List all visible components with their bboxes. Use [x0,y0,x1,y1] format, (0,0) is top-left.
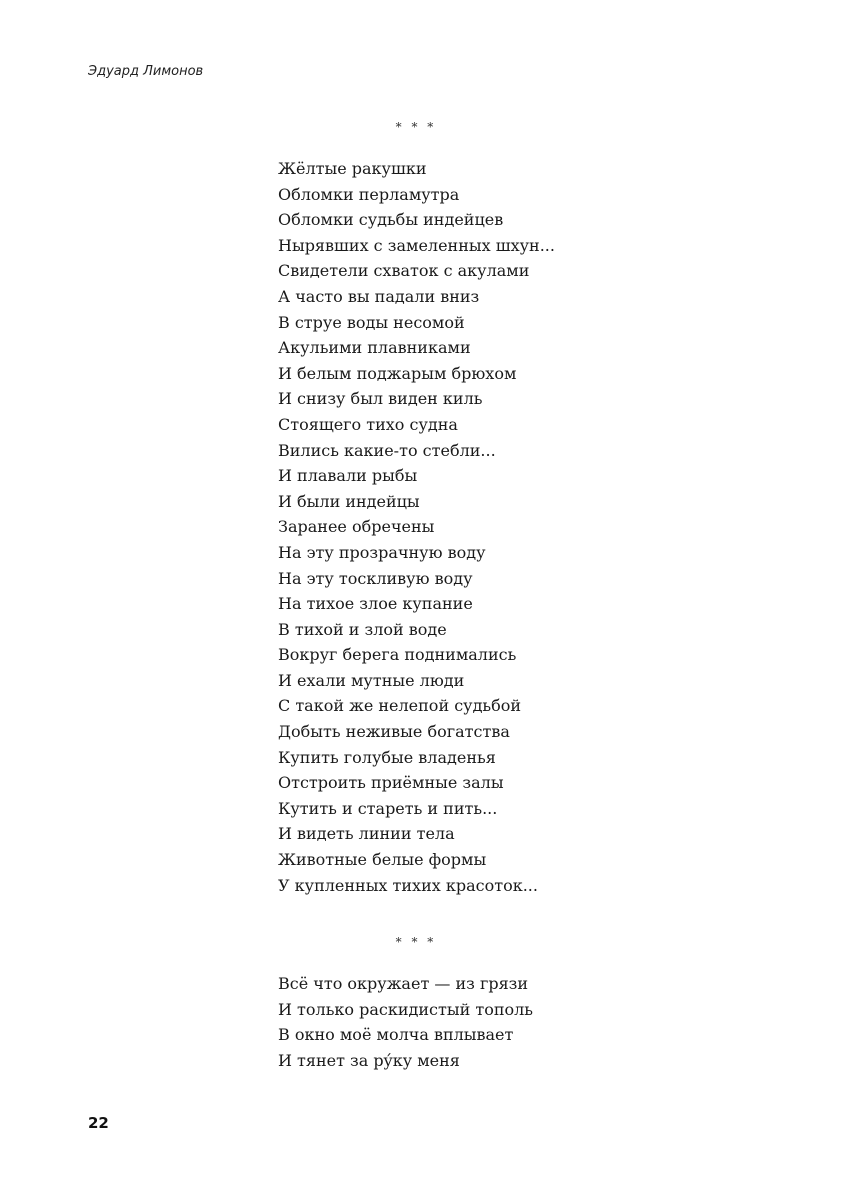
poem-line: И ехали мутные люди [278,670,465,690]
poem-line: И плавали рыбы [278,466,418,486]
poem-line: А часто вы падали вниз [278,286,480,306]
poem-separator: * * * [395,935,437,949]
poem-line: Нырявших с замеленных шхун... [278,235,555,255]
poem-line: Свидетели схваток с акулами [278,261,530,281]
poem-1 [278,156,555,898]
poem-line: В окно моё молча вплывает [278,1025,514,1045]
poem-line: С такой же нелепой судьбой [278,696,522,716]
poem-line: Вокруг берега поднимались [278,645,517,665]
poem-line: На эту тоскливую воду [278,568,473,588]
running-head-author: Эдуард Лимонов [88,64,204,79]
poem-line: Вились какие-то стебли... [278,440,496,460]
poem-line: И были индейцы [278,491,420,511]
poem-line: И видеть линии тела [278,824,455,844]
poem-line: На эту прозрачную воду [278,542,486,562]
poem-line: Стоящего тихо судна [278,414,458,434]
poem-line: Заранее обречены [278,517,435,537]
poem-line: И белым поджарым брюхом [278,363,517,383]
poem-2 [278,971,533,1073]
poem-line: И только раскидистый тополь [278,999,533,1019]
poem-line: На тихое злое купание [278,594,473,614]
poem-line: И снизу был виден киль [278,389,483,409]
poem-line: Отстроить приёмные залы [278,773,504,793]
poem-line: И тянет за рýку меня [278,1050,460,1070]
poem-line: У купленных тихих красоток... [278,875,538,895]
poem-line: Добыть неживые богатства [278,722,510,742]
poem-line: В струе воды несомой [278,312,465,332]
poem-line: Купить голубые владенья [278,747,496,767]
poem-line: Кутить и стареть и пить... [278,798,498,818]
poem-separator: * * * [395,120,437,134]
poem-line: Всё что окружает — из грязи [278,974,529,993]
poem-line: В тихой и злой воде [278,619,447,639]
poem-line: Животные белые формы [278,850,487,870]
poem-line: Акульими плавниками [278,338,471,358]
poem-line: Обломки судьбы индейцев [278,210,504,230]
page-number: 22 [88,1114,109,1132]
poem-line: Обломки перламутра [278,184,460,204]
poem-line: Жёлтые ракушки [278,159,427,178]
